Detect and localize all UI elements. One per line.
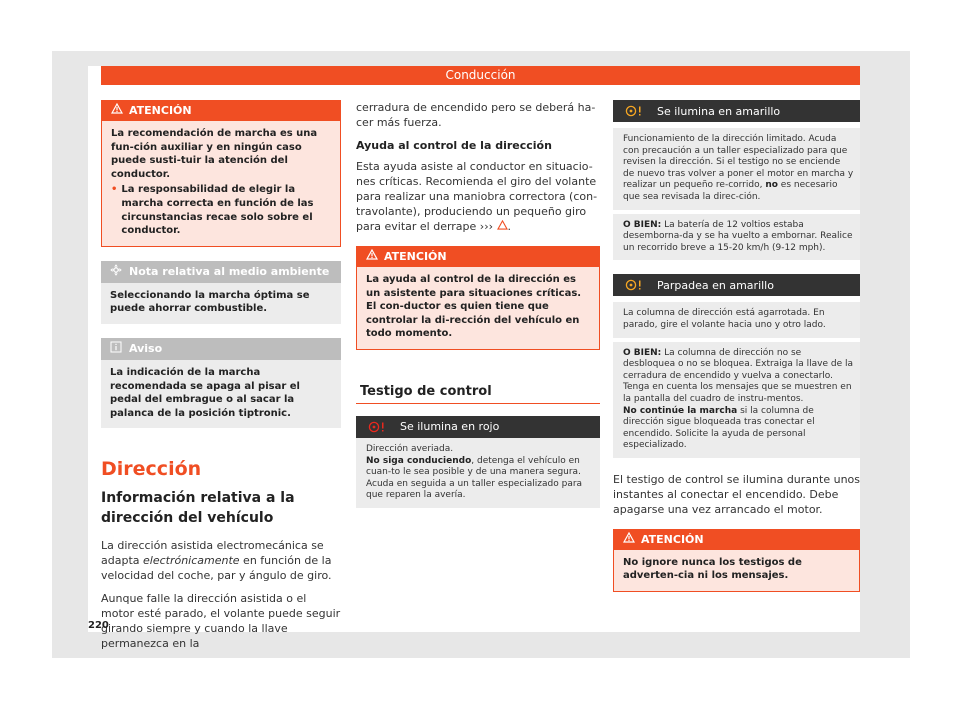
leaf-icon bbox=[110, 264, 122, 279]
section-heading: Dirección bbox=[101, 458, 202, 481]
warning-box bbox=[101, 100, 341, 247]
warning-text: No ignore nunca los testigos de adverten-cia ni los mensajes. bbox=[623, 556, 802, 582]
warning-text: La ayuda al control de la dirección es un asistente para situaciones críticas. El con-ductor es quien tiene que controlar la di-rección del vehículo en todo momento. bbox=[366, 274, 582, 340]
warning-title: ATENCIÓN bbox=[384, 250, 447, 263]
warning-text: La recomendación de marcha es una fun-ción auxiliar y en ningún caso puede susti-tuir la atención del conductor. bbox=[111, 128, 318, 180]
info-icon bbox=[110, 341, 122, 356]
indicator-title: Se ilumina en amarillo bbox=[657, 104, 781, 118]
warning-title: ATENCIÓN bbox=[129, 104, 192, 117]
column-1 bbox=[101, 100, 341, 659]
chapter-header: Conducción bbox=[101, 66, 860, 85]
steering-warning-amber-icon bbox=[613, 105, 657, 117]
indicator-amber-blink-box: Parpadea en amarillo La columna de dirección está agarrotada. En parado, gire el volante hacia uno y otro lado. O BIEN: La columna de dirección no se desbloquea o no se bloquea. Extraiga la llave de la cerradura de encendido y vuelva a conectarlo. Tenga en cuenta los mensajes que se muestren en la pantalla del cuadro de instru-mentos. No continúe la marcha si la columna de dirección sigue bloqueada tras conectar el encendido. Solicite la ayuda de personal especializado. bbox=[613, 274, 860, 458]
notice-text: La indicación de la marcha recomendada se apaga al pisar el pedal del embrague o al sacar la palanca de la posición tiptronic. bbox=[101, 360, 341, 428]
paragraph: Aunque falle la dirección asistida o el motor esté parado, el volante puede seguir girando siempre y cuando la llave permanezca en la bbox=[101, 592, 341, 651]
paragraph: Esta ayuda asiste al conductor en situacio-nes críticas. Recomienda el giro del volante para realizar una maniobra correctora (con-travolante), produciendo un pequeño giro para evitar el derrape ››› . bbox=[356, 160, 598, 233]
warning-triangle-icon bbox=[366, 247, 378, 267]
steering-warning-amber-icon bbox=[613, 279, 657, 291]
column-2 bbox=[356, 100, 600, 522]
section-heading: Testigo de control bbox=[356, 374, 600, 404]
indicator-title: Se ilumina en rojo bbox=[400, 420, 500, 434]
warning-triangle-icon bbox=[497, 220, 508, 233]
subsection-heading: Información relativa a la dirección del vehículo bbox=[101, 490, 295, 527]
bullet-icon: • bbox=[111, 184, 118, 196]
environment-note-title: Nota relativa al medio ambiente bbox=[129, 265, 330, 279]
warning-text: La responsabilidad de elegir la marcha correcta en función de las circunstancias recae solo sobre el conductor. bbox=[121, 184, 314, 237]
warning-box bbox=[613, 529, 860, 592]
warning-triangle-icon bbox=[623, 530, 635, 550]
paragraph: cerradura de encendido pero se deberá ha-cer más fuerza. bbox=[356, 101, 596, 129]
indicator-amber-box: Se ilumina en amarillo Funcionamiento de la dirección limitado. Acuda con precaución a un taller especializado para que revisen la dirección. Si el testigo no se enciende de nuevo tras volver a poner el motor en marcha y realizar un pequeño re-corrido, no es necesario que sea revisada la direc-ción. O BIEN: La batería de 12 voltios estaba desemborna-da y se ha vuelto a embornar. Realice un recorrido breve a 15-20 km/h (9-12 mph). bbox=[613, 100, 860, 260]
indicator-title: Parpadea en amarillo bbox=[657, 278, 774, 292]
steering-warning-red-icon bbox=[356, 421, 400, 433]
subheading: Ayuda al control de la dirección bbox=[356, 139, 552, 152]
page-number: 220 bbox=[88, 620, 109, 631]
paragraph: El testigo de control se ilumina durante unos instantes al conectar el encendido. Debe apagarse una vez arrancado el motor. bbox=[613, 472, 860, 516]
environment-note-box bbox=[101, 261, 341, 324]
environment-note-text: Seleccionando la marcha óptima se puede ahorrar combustible. bbox=[101, 283, 341, 324]
warning-triangle-icon bbox=[111, 101, 123, 121]
column-3 bbox=[613, 100, 860, 606]
indicator-red-box: Se ilumina en rojo Dirección averiada. No siga conduciendo, detenga el vehículo en cuan-to le sea posible y de una manera segura. Acuda en seguida a un taller especializado para que reparen la avería. bbox=[356, 416, 600, 508]
warning-title: ATENCIÓN bbox=[641, 532, 704, 546]
warning-box bbox=[356, 246, 600, 350]
paragraph: La dirección asistida electromecánica se adapta electrónicamente en función de la velocidad del coche, par y ángulo de giro. bbox=[101, 539, 332, 583]
notice-box bbox=[101, 338, 341, 428]
notice-title: Aviso bbox=[129, 342, 163, 356]
